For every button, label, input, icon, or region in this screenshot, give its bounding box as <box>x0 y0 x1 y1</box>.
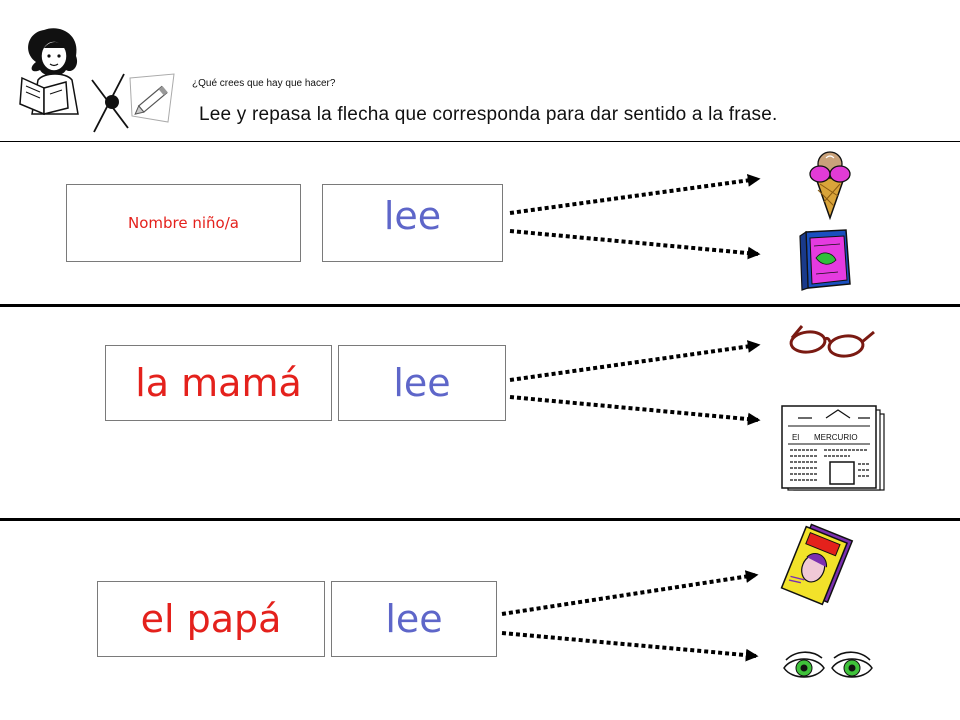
newspaper-icon <box>780 406 892 494</box>
newspaper-el: El <box>792 433 800 442</box>
dotted-arrow-3b[interactable] <box>502 633 756 656</box>
instruction-text: Lee y repasa la flecha que corresponda para dar sentido a la frase. <box>199 104 778 125</box>
dotted-arrow-1b[interactable] <box>510 231 758 254</box>
dotted-arrow-1a[interactable] <box>510 179 758 213</box>
subject-text-3: el papá <box>140 597 282 641</box>
subject-placeholder: Nombre niño/a <box>128 214 239 232</box>
dotted-arrow-2a[interactable] <box>510 345 758 380</box>
newspaper-mercurio: MERCURIO <box>814 433 858 442</box>
verb-text-3: lee <box>385 597 443 641</box>
eyes-icon <box>778 650 878 684</box>
verb-text-1: lee <box>383 194 442 238</box>
book-icon <box>796 228 852 292</box>
question-text: ¿Qué crees que hay que hacer? <box>192 78 336 89</box>
glasses-icon <box>788 322 878 360</box>
dotted-arrow-2b[interactable] <box>510 397 758 420</box>
ice-cream-icon <box>806 146 854 222</box>
verb-text-2: lee <box>393 361 451 405</box>
dotted-arrow-3a[interactable] <box>502 575 756 614</box>
subject-text-2: la mamá <box>135 361 302 405</box>
comic-icon <box>776 528 860 606</box>
